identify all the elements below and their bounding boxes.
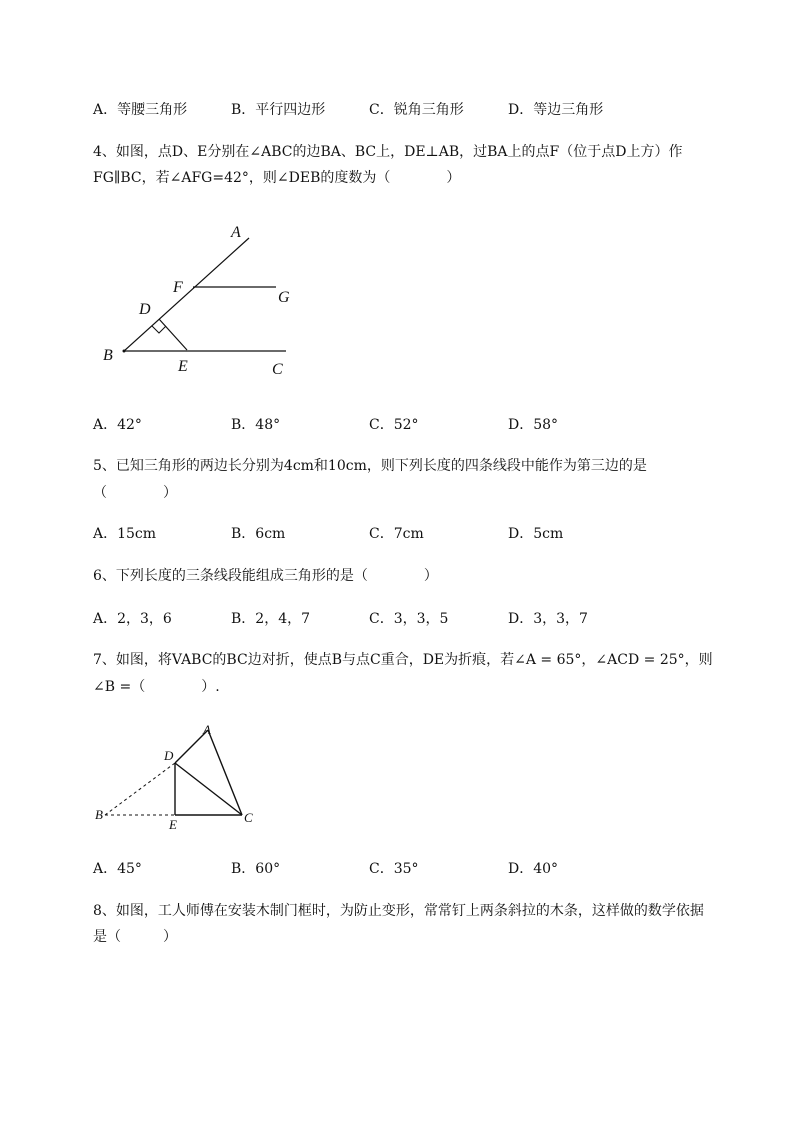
q5-text-line1: 5、已知三角形的两边长分别为4cm和10cm，则下列长度的四条线段中能作为第三边的是 (93, 458, 647, 474)
q8-text-line2: 是（ ） (93, 929, 177, 945)
dashed-bd (105, 763, 175, 815)
option-b: B．60° (231, 861, 281, 877)
option-c: C．52° (369, 417, 419, 433)
option-d: D．58° (508, 417, 559, 433)
label-a: A (203, 722, 211, 737)
option-c: C．7cm (369, 526, 424, 542)
option-d: D．等边三角形 (508, 102, 604, 118)
option-b: B．平行四边形 (231, 102, 326, 118)
label-d: D (164, 748, 174, 763)
q4-text-line2: FG∥BC，若∠AFG=42°，则∠DEB的度数为（ ） (93, 170, 461, 186)
label-a: A (231, 224, 241, 241)
q7-figure (92, 718, 262, 838)
q8-text-line1: 8、如图，工人师傅在安装木制门框时，为防止变形，常常钉上两条斜拉的木条，这样做的数学依据 (93, 903, 704, 919)
q5-text-line2: （ ） (93, 485, 177, 501)
option-d: D．40° (508, 861, 559, 877)
label-c: C (272, 361, 283, 378)
option-b: B．2，4，7 (231, 611, 311, 627)
option-c: C．35° (369, 861, 419, 877)
q7-text-line1: 7、如图，将VABC的BC边对折，使点B与点C重合，DE为折痕，若∠A = 65°，∠ACD = 25°，则 (93, 652, 713, 668)
label-e: E (169, 817, 177, 832)
point-b (123, 350, 126, 353)
option-a: A．45° (93, 861, 142, 877)
option-b: B．6cm (231, 526, 286, 542)
label-g: G (278, 289, 290, 306)
label-c: C (244, 810, 253, 825)
option-c: C．3，3，5 (369, 611, 449, 627)
label-e: E (178, 358, 188, 375)
ray-ba (124, 238, 249, 351)
option-a: A．2，3，6 (93, 611, 172, 627)
label-f: F (173, 279, 183, 296)
option-a: A．42° (93, 417, 142, 433)
option-d: D．3，3，7 (508, 611, 588, 627)
label-b: B (103, 347, 113, 364)
q7-text-line2: ∠B =（ ）. (93, 679, 220, 695)
label-d: D (139, 301, 151, 318)
q6-text-line1: 6、下列长度的三条线段能组成三角形的是（ ） (93, 568, 438, 584)
q4-figure (96, 218, 316, 388)
option-b: B．48° (231, 417, 281, 433)
option-c: C．锐角三角形 (369, 102, 464, 118)
q4-text-line1: 4、如图，点D、E分别在∠ABC的边BA、BC上，DE⊥AB，过BA上的点F（位于点D上方）作 (93, 144, 683, 160)
right-angle-mark (152, 326, 166, 333)
label-b: B (95, 807, 103, 822)
segment-de (159, 319, 187, 350)
option-a: A．等腰三角形 (93, 102, 188, 118)
option-d: D．5cm (508, 526, 564, 542)
option-a: A．15cm (93, 526, 157, 542)
